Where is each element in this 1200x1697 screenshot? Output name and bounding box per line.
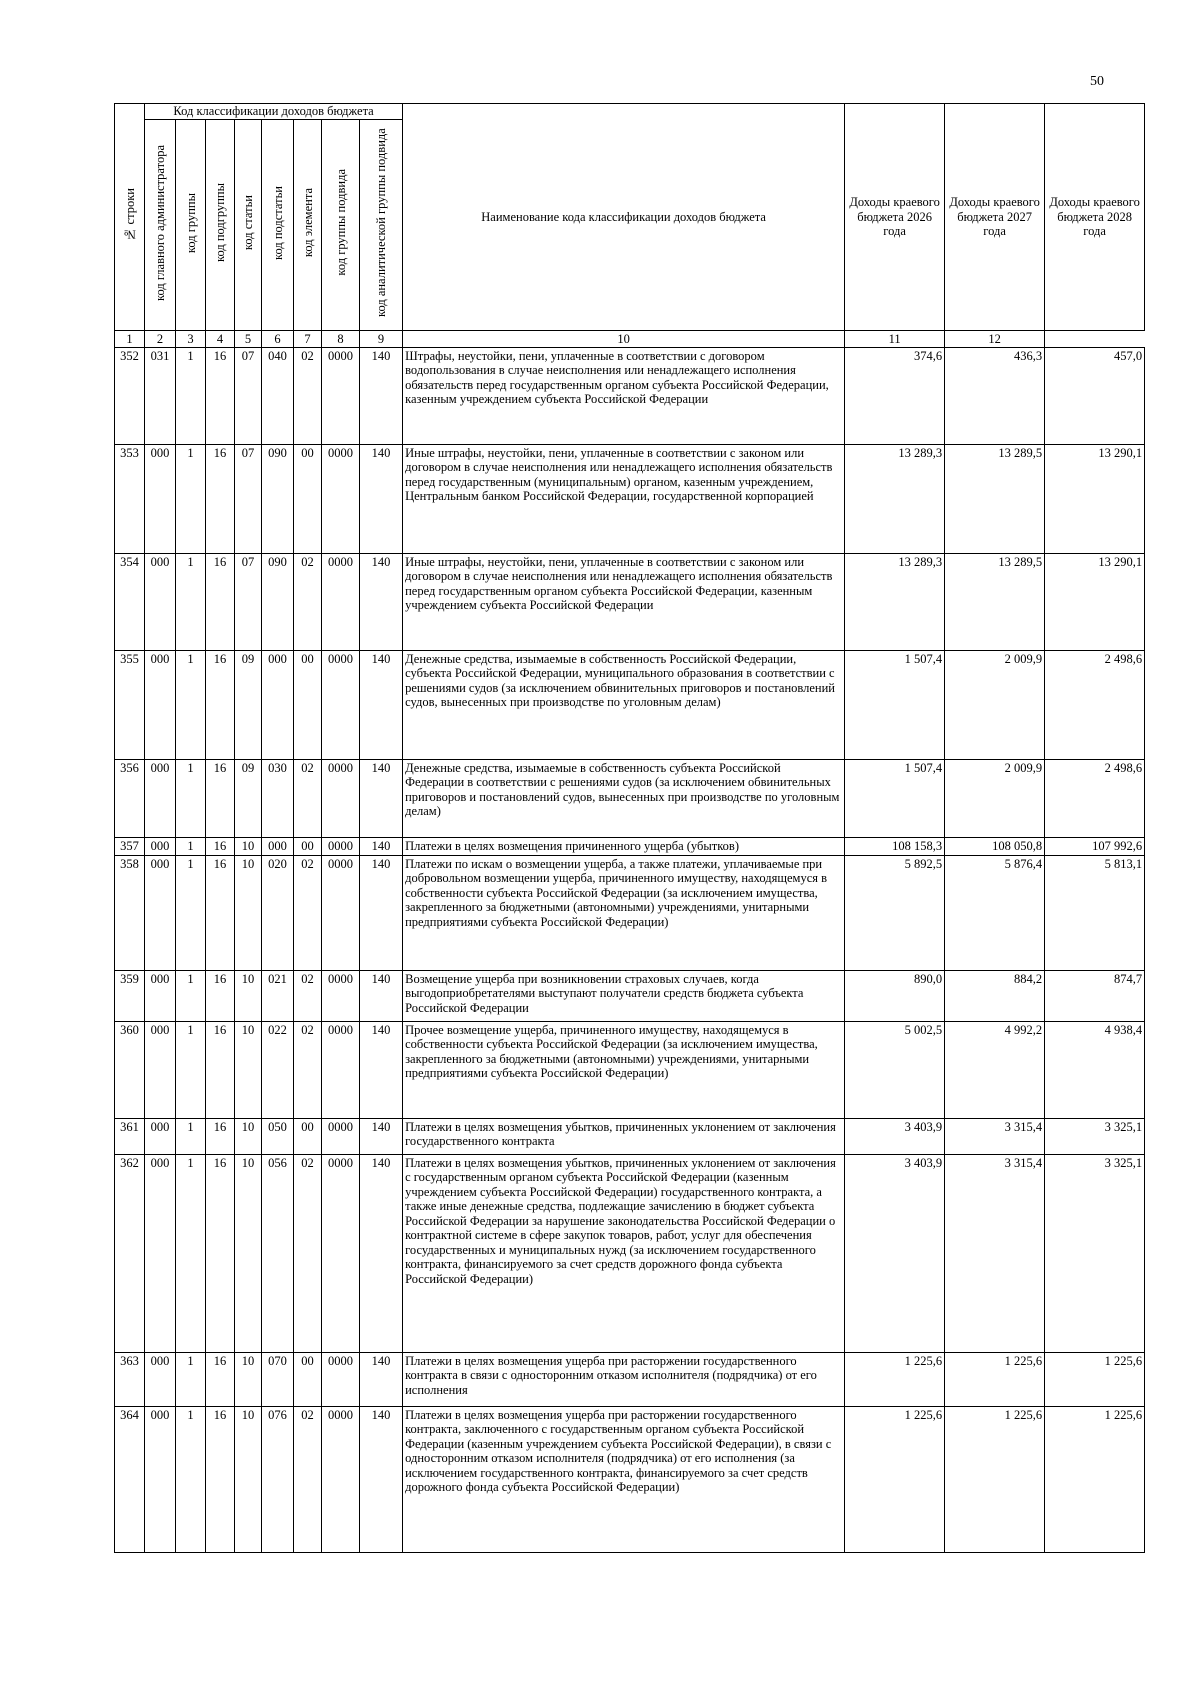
row-no-cell: 353 — [115, 444, 145, 553]
article-code-cell: 07 — [235, 444, 262, 553]
subarticle-code-cell: 020 — [262, 855, 294, 970]
subarticle-code-cell: 056 — [262, 1154, 294, 1352]
header-row-no: № строки — [115, 104, 145, 331]
table-row — [115, 837, 1145, 855]
income-2026-cell: 890,0 — [845, 970, 945, 1021]
income-2027-cell: 436,3 — [945, 347, 1045, 444]
header-income-2028: Доходы краевого бюджета 2028 года — [1045, 104, 1145, 331]
row-no-cell: 364 — [115, 1406, 145, 1552]
group-code-cell: 1 — [176, 553, 206, 650]
name-cell: Иные штрафы, неустойки, пени, уплаченные в соответствии с законом или договором в случае неисполнения или ненадлежащего исполнения обязательств перед государственным (муниципальным) органом, казенным учреждением, Центральным банком Российской Федерации, государственной корпорацией — [403, 444, 845, 553]
subarticle-code-cell: 021 — [262, 970, 294, 1021]
group-code-cell: 1 — [176, 1118, 206, 1154]
analytic-group-code-cell: 140 — [360, 1118, 403, 1154]
name-cell: Платежи в целях возмещения ущерба при расторжении государственного контракта в связи с односторонним отказом исполнителя (подрядчика) от его исполнения — [403, 1352, 845, 1406]
element-code-cell: 00 — [294, 1352, 322, 1406]
analytic-group-code-cell: 140 — [360, 553, 403, 650]
element-code-cell: 02 — [294, 553, 322, 650]
admin-code-cell: 000 — [145, 1021, 176, 1118]
group-code-cell: 1 — [176, 444, 206, 553]
row-no-cell: 356 — [115, 759, 145, 837]
header-group-code: код группы — [176, 119, 206, 330]
group-code-cell: 1 — [176, 970, 206, 1021]
name-cell: Платежи в целях возмещения убытков, причиненных уклонением от заключения с государственным органом субъекта Российской Федерации (казенным учреждением субъекта Российской Федерации) государственного контракта, а также иные денежные средства, подлежащие зачислению в бюджет субъекта Российской Федерации за нарушение законодательства Российской Федерации о контрактной системе в сфере закупок товаров, работ, услуг для обеспечения государственных и муниципальных нужд (за исключением государственного контракта, финансируемого за счет средств дорожного фонда субъекта Российской Федерации) — [403, 1154, 845, 1352]
name-cell: Прочее возмещение ущерба, причиненного имуществу, находящемуся в собственности субъекта Российской Федерации (за исключением имущества, закрепленного за бюджетными (автономными) учреждениями, унитарными предприятиями субъекта Российской Федерации) — [403, 1021, 845, 1118]
analytic-group-code-cell: 140 — [360, 1352, 403, 1406]
column-number: 3 — [176, 330, 206, 347]
subarticle-code-cell: 070 — [262, 1352, 294, 1406]
income-2026-cell: 3 403,9 — [845, 1154, 945, 1352]
table-body — [115, 347, 1145, 1552]
element-code-cell: 02 — [294, 855, 322, 970]
income-2027-cell: 108 050,8 — [945, 837, 1045, 855]
header-subarticle-code: код подстатьи — [262, 119, 294, 330]
header-income-2027: Доходы краевого бюджета 2027 года — [945, 104, 1045, 331]
header-name: Наименование кода классификации доходов бюджета — [403, 104, 845, 331]
subgroup-code-cell: 16 — [206, 1118, 235, 1154]
name-cell: Возмещение ущерба при возникновении страховых случаев, когда выгодоприобретателями выступают получатели средств бюджета субъекта Российской Федерации — [403, 970, 845, 1021]
column-number: 12 — [945, 330, 1045, 347]
row-no-cell: 355 — [115, 650, 145, 759]
group-code-cell: 1 — [176, 650, 206, 759]
income-2028-cell: 107 992,6 — [1045, 837, 1145, 855]
subgroup-code-cell: 16 — [206, 759, 235, 837]
header-analytic-group-code: код аналитической группы подвида — [360, 119, 403, 330]
admin-code-cell: 000 — [145, 855, 176, 970]
row-no-cell: 357 — [115, 837, 145, 855]
income-2028-cell: 13 290,1 — [1045, 444, 1145, 553]
table-row — [115, 759, 1145, 837]
group-code-cell: 1 — [176, 1154, 206, 1352]
article-code-cell: 07 — [235, 553, 262, 650]
article-code-cell: 10 — [235, 970, 262, 1021]
subarticle-code-cell: 022 — [262, 1021, 294, 1118]
header-classification-group: Код классификации доходов бюджета — [145, 104, 403, 120]
admin-code-cell: 000 — [145, 1154, 176, 1352]
table-row — [115, 1021, 1145, 1118]
group-code-cell: 1 — [176, 837, 206, 855]
group-code-cell: 1 — [176, 1406, 206, 1552]
column-numbers-row — [115, 330, 1145, 347]
income-2028-cell: 874,7 — [1045, 970, 1145, 1021]
admin-code-cell: 000 — [145, 1406, 176, 1552]
income-2026-cell: 108 158,3 — [845, 837, 945, 855]
column-number: 1 — [115, 330, 145, 347]
subgroup-code-cell: 16 — [206, 837, 235, 855]
subgroup-code-cell: 16 — [206, 650, 235, 759]
subgroup-code-cell: 16 — [206, 970, 235, 1021]
name-cell: Платежи по искам о возмещении ущерба, а также платежи, уплачиваемые при добровольном возмещении ущерба, причиненного имуществу, находящемуся в собственности субъекта Российской Федерации (за исключением имущества, закрепленного за бюджетными (автономными) учреждениями, унитарными предприятиями субъекта Российской Федерации) — [403, 855, 845, 970]
table-row — [115, 347, 1145, 444]
name-cell: Платежи в целях возмещения причиненного ущерба (убытков) — [403, 837, 845, 855]
income-2026-cell: 13 289,3 — [845, 553, 945, 650]
header-article-code: код статьи — [235, 119, 262, 330]
header-admin-code: код главного администратора — [145, 119, 176, 330]
header-element-code: код элемента — [294, 119, 322, 330]
income-2027-cell: 3 315,4 — [945, 1118, 1045, 1154]
income-2028-cell: 3 325,1 — [1045, 1154, 1145, 1352]
element-code-cell: 00 — [294, 837, 322, 855]
income-2027-cell: 3 315,4 — [945, 1154, 1045, 1352]
income-2028-cell: 1 225,6 — [1045, 1406, 1145, 1552]
column-number: 11 — [845, 330, 945, 347]
header-subtype-group-code: код группы подвида — [322, 119, 360, 330]
subgroup-code-cell: 16 — [206, 1352, 235, 1406]
group-code-cell: 1 — [176, 1352, 206, 1406]
analytic-group-code-cell: 140 — [360, 1406, 403, 1552]
element-code-cell: 00 — [294, 444, 322, 553]
admin-code-cell: 000 — [145, 837, 176, 855]
subtype-group-code-cell: 0000 — [322, 347, 360, 444]
subgroup-code-cell: 16 — [206, 1021, 235, 1118]
column-number: 6 — [262, 330, 294, 347]
table-row — [115, 650, 1145, 759]
subarticle-code-cell: 090 — [262, 553, 294, 650]
income-2026-cell: 1 507,4 — [845, 759, 945, 837]
table-row — [115, 1406, 1145, 1552]
element-code-cell: 02 — [294, 347, 322, 444]
analytic-group-code-cell: 140 — [360, 444, 403, 553]
element-code-cell: 02 — [294, 759, 322, 837]
subtype-group-code-cell: 0000 — [322, 1406, 360, 1552]
article-code-cell: 10 — [235, 1352, 262, 1406]
element-code-cell: 02 — [294, 1021, 322, 1118]
row-no-cell: 363 — [115, 1352, 145, 1406]
admin-code-cell: 000 — [145, 1352, 176, 1406]
article-code-cell: 07 — [235, 347, 262, 444]
income-2027-cell: 5 876,4 — [945, 855, 1045, 970]
subarticle-code-cell: 000 — [262, 650, 294, 759]
subgroup-code-cell: 16 — [206, 1154, 235, 1352]
row-no-cell: 358 — [115, 855, 145, 970]
table-row — [115, 1118, 1145, 1154]
income-2027-cell: 2 009,9 — [945, 759, 1045, 837]
income-2028-cell: 13 290,1 — [1045, 553, 1145, 650]
income-2027-cell: 884,2 — [945, 970, 1045, 1021]
subgroup-code-cell: 16 — [206, 444, 235, 553]
article-code-cell: 10 — [235, 1118, 262, 1154]
income-2027-cell: 2 009,9 — [945, 650, 1045, 759]
income-2028-cell: 3 325,1 — [1045, 1118, 1145, 1154]
name-cell: Денежные средства, изымаемые в собственность субъекта Российской Федерации в соответствии с решениями судов (за исключением обвинительных приговоров и постановлений судов, вынесенных при производстве по уголовным делам) — [403, 759, 845, 837]
group-code-cell: 1 — [176, 1021, 206, 1118]
article-code-cell: 10 — [235, 1154, 262, 1352]
income-2026-cell: 1 225,6 — [845, 1406, 945, 1552]
analytic-group-code-cell: 140 — [360, 837, 403, 855]
column-number: 8 — [322, 330, 360, 347]
subarticle-code-cell: 076 — [262, 1406, 294, 1552]
income-2028-cell: 2 498,6 — [1045, 759, 1145, 837]
column-number: 2 — [145, 330, 176, 347]
admin-code-cell: 000 — [145, 444, 176, 553]
analytic-group-code-cell: 140 — [360, 347, 403, 444]
income-2026-cell: 5 002,5 — [845, 1021, 945, 1118]
row-no-cell: 362 — [115, 1154, 145, 1352]
analytic-group-code-cell: 140 — [360, 650, 403, 759]
income-2026-cell: 3 403,9 — [845, 1118, 945, 1154]
name-cell: Иные штрафы, неустойки, пени, уплаченные в соответствии с законом или договором в случае неисполнения или ненадлежащего исполнения обязательств перед государственным органом субъекта Российской Федерации, казенным учреждением субъекта Российской Федерации — [403, 553, 845, 650]
element-code-cell: 02 — [294, 970, 322, 1021]
analytic-group-code-cell: 140 — [360, 759, 403, 837]
table-row — [115, 444, 1145, 553]
analytic-group-code-cell: 140 — [360, 1154, 403, 1352]
subarticle-code-cell: 040 — [262, 347, 294, 444]
admin-code-cell: 031 — [145, 347, 176, 444]
subtype-group-code-cell: 0000 — [322, 1021, 360, 1118]
income-2027-cell: 13 289,5 — [945, 553, 1045, 650]
article-code-cell: 10 — [235, 1406, 262, 1552]
name-cell: Платежи в целях возмещения ущерба при расторжении государственного контракта, заключенного с государственным органом субъекта Российской Федерации (казенным учреждением субъекта Российской Федерации), в связи с односторонним отказом исполнителя (подрядчика) от его исполнения (за исключением государственного контракта, финансируемого за счет средств дорожного фонда субъекта Российской Федерации) — [403, 1406, 845, 1552]
income-2028-cell: 4 938,4 — [1045, 1021, 1145, 1118]
income-2026-cell: 1 225,6 — [845, 1352, 945, 1406]
income-2028-cell: 2 498,6 — [1045, 650, 1145, 759]
group-code-cell: 1 — [176, 759, 206, 837]
article-code-cell: 10 — [235, 1021, 262, 1118]
article-code-cell: 10 — [235, 837, 262, 855]
name-cell: Платежи в целях возмещения убытков, причиненных уклонением от заключения государственного контракта — [403, 1118, 845, 1154]
subtype-group-code-cell: 0000 — [322, 855, 360, 970]
subtype-group-code-cell: 0000 — [322, 759, 360, 837]
element-code-cell: 00 — [294, 650, 322, 759]
header-subgroup-code: код подгруппы — [206, 119, 235, 330]
income-2026-cell: 374,6 — [845, 347, 945, 444]
subgroup-code-cell: 16 — [206, 1406, 235, 1552]
subgroup-code-cell: 16 — [206, 553, 235, 650]
subarticle-code-cell: 000 — [262, 837, 294, 855]
table-row — [115, 1154, 1145, 1352]
column-number: 10 — [403, 330, 845, 347]
table-row — [115, 1352, 1145, 1406]
subtype-group-code-cell: 0000 — [322, 444, 360, 553]
row-no-cell: 354 — [115, 553, 145, 650]
row-no-cell: 360 — [115, 1021, 145, 1118]
group-code-cell: 1 — [176, 347, 206, 444]
income-2026-cell: 13 289,3 — [845, 444, 945, 553]
analytic-group-code-cell: 140 — [360, 855, 403, 970]
table-row — [115, 855, 1145, 970]
subgroup-code-cell: 16 — [206, 347, 235, 444]
row-no-cell: 352 — [115, 347, 145, 444]
name-cell: Штрафы, неустойки, пени, уплаченные в соответствии с договором водопользования в случае неисполнения или ненадлежащего исполнения обязательств перед государственным органом субъекта Российской Федерации, казенным учреждением субъекта Российской Федерации — [403, 347, 845, 444]
admin-code-cell: 000 — [145, 759, 176, 837]
page-number: 50 — [1090, 74, 1104, 89]
income-2028-cell: 1 225,6 — [1045, 1352, 1145, 1406]
income-2026-cell: 5 892,5 — [845, 855, 945, 970]
column-number: 5 — [235, 330, 262, 347]
table-row — [115, 553, 1145, 650]
admin-code-cell: 000 — [145, 553, 176, 650]
subtype-group-code-cell: 0000 — [322, 1154, 360, 1352]
subtype-group-code-cell: 0000 — [322, 837, 360, 855]
table-row — [115, 970, 1145, 1021]
column-number: 7 — [294, 330, 322, 347]
article-code-cell: 09 — [235, 650, 262, 759]
row-no-cell: 361 — [115, 1118, 145, 1154]
element-code-cell: 00 — [294, 1118, 322, 1154]
income-2028-cell: 457,0 — [1045, 347, 1145, 444]
element-code-cell: 02 — [294, 1406, 322, 1552]
article-code-cell: 09 — [235, 759, 262, 837]
subtype-group-code-cell: 0000 — [322, 1118, 360, 1154]
income-2027-cell: 1 225,6 — [945, 1352, 1045, 1406]
analytic-group-code-cell: 140 — [360, 1021, 403, 1118]
income-2027-cell: 13 289,5 — [945, 444, 1045, 553]
income-2028-cell: 5 813,1 — [1045, 855, 1145, 970]
column-number: 4 — [206, 330, 235, 347]
analytic-group-code-cell: 140 — [360, 970, 403, 1021]
column-number: 9 — [360, 330, 403, 347]
subtype-group-code-cell: 0000 — [322, 650, 360, 759]
budget-income-table — [114, 103, 1145, 1553]
subgroup-code-cell: 16 — [206, 855, 235, 970]
group-code-cell: 1 — [176, 855, 206, 970]
header-income-2026: Доходы краевого бюджета 2026 года — [845, 104, 945, 331]
income-2027-cell: 1 225,6 — [945, 1406, 1045, 1552]
income-2027-cell: 4 992,2 — [945, 1021, 1045, 1118]
admin-code-cell: 000 — [145, 970, 176, 1021]
subarticle-code-cell: 090 — [262, 444, 294, 553]
subtype-group-code-cell: 0000 — [322, 553, 360, 650]
admin-code-cell: 000 — [145, 1118, 176, 1154]
admin-code-cell: 000 — [145, 650, 176, 759]
subtype-group-code-cell: 0000 — [322, 1352, 360, 1406]
subtype-group-code-cell: 0000 — [322, 970, 360, 1021]
article-code-cell: 10 — [235, 855, 262, 970]
income-2026-cell: 1 507,4 — [845, 650, 945, 759]
subarticle-code-cell: 030 — [262, 759, 294, 837]
row-no-cell: 359 — [115, 970, 145, 1021]
subarticle-code-cell: 050 — [262, 1118, 294, 1154]
element-code-cell: 02 — [294, 1154, 322, 1352]
name-cell: Денежные средства, изымаемые в собственность Российской Федерации, субъекта Российской Федерации, муниципального образования в соответствии с решениями судов (за исключением обвинительных приговоров и постановлений судов, вынесенных при производстве по уголовным делам) — [403, 650, 845, 759]
